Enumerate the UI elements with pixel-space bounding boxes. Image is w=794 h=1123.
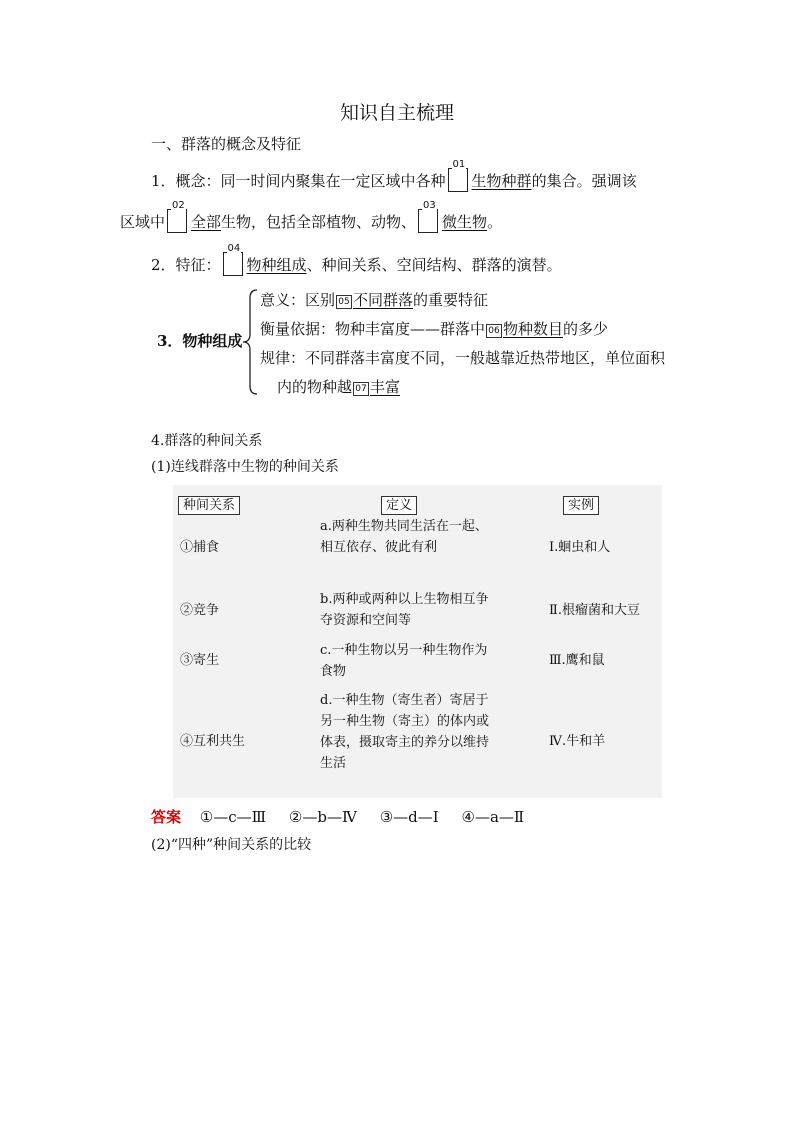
blank-box-03: 03 bbox=[418, 209, 438, 233]
table-row-relation: ①捕食 bbox=[180, 540, 220, 555]
concept-mid1: 的集合。强调该 bbox=[531, 172, 637, 190]
feature-rest: 、种间关系、空间结构、群落的演替。 bbox=[306, 256, 562, 274]
section4-sub1: (1)连线群落中生物的种间关系 bbox=[151, 459, 339, 475]
section4-sub2: (2)“四种”种间关系的比较 bbox=[151, 837, 312, 853]
composition-row-3: 规律：不同群落丰富度不同，一般越靠近热带地区，单位面积 bbox=[260, 349, 666, 367]
blank-box-01: 01 bbox=[448, 168, 468, 192]
table-header-definition: 定义 bbox=[381, 496, 417, 515]
composition-label: 3．物种组成 bbox=[157, 332, 243, 350]
table-row-example: Ⅰ.蛔虫和人 bbox=[549, 540, 611, 555]
blank-box-02: 02 bbox=[167, 209, 187, 233]
answer-01: 生物种群 bbox=[471, 172, 532, 190]
concept-end: 。 bbox=[487, 213, 503, 231]
composition-row-2: 衡量依据：物种丰富度——群落中 06 物种数目的多少 bbox=[260, 320, 609, 338]
answer-06: 物种数目 bbox=[503, 320, 564, 338]
concept-prefix: 1．概念：同一时间内聚集在一定区域中各种 bbox=[151, 172, 446, 190]
answer-03: 微生物 bbox=[442, 213, 488, 231]
table-row-example: Ⅲ.鹰和鼠 bbox=[549, 653, 605, 668]
num-box-07: 07 bbox=[353, 382, 369, 396]
num-box-06: 06 bbox=[486, 324, 502, 338]
answer-item: ④—a—Ⅱ bbox=[461, 808, 525, 826]
answer-item: ②—b—Ⅳ bbox=[288, 808, 357, 826]
table-row-relation: ②竞争 bbox=[180, 603, 220, 618]
table-row-example: Ⅱ.根瘤菌和大豆 bbox=[549, 603, 640, 618]
answer-line bbox=[151, 806, 524, 827]
answer-02: 全部 bbox=[191, 213, 222, 231]
table-row-relation: ④互利共生 bbox=[180, 734, 246, 749]
relation-table bbox=[173, 485, 662, 798]
answer-item: ①—c—Ⅲ bbox=[199, 808, 267, 826]
section4-heading: 4.群落的种间关系 bbox=[151, 433, 263, 449]
table-row-definition: d.一种生物（寄生者）寄居于另一种生物（寄主）的体内或体表，摄取寄主的养分以维持生活 bbox=[320, 693, 490, 771]
concept-line-1 bbox=[151, 159, 637, 192]
table-header-relation: 种间关系 bbox=[178, 496, 240, 515]
composition-row-1: 意义：区别 05 不同群落的重要特征 bbox=[260, 291, 489, 309]
concept-mid2: 生物，包括全部植物、动物、 bbox=[221, 213, 417, 231]
answer-label: 答案 bbox=[151, 808, 182, 826]
table-header-example: 实例 bbox=[563, 496, 599, 515]
table-row-definition: b.两种或两种以上生物相互争夺资源和空间等 bbox=[320, 592, 489, 628]
table-row-definition: c.一种生物以另一种生物作为食物 bbox=[320, 643, 488, 679]
answer-05: 不同群落 bbox=[353, 291, 414, 309]
table-row-definition: a.两种生物共同生活在一起、相互依存、彼此有利 bbox=[320, 519, 488, 555]
feature-line bbox=[151, 243, 562, 276]
answer-item: ③—d—Ⅰ bbox=[379, 808, 439, 826]
num-box-05: 05 bbox=[336, 295, 352, 309]
answer-04: 物种组成 bbox=[246, 256, 307, 274]
feature-prefix: 2．特征： bbox=[151, 256, 221, 274]
concept-line2-prefix: 区域中 bbox=[120, 213, 166, 231]
section-heading: 一、群落的概念及特征 bbox=[151, 135, 302, 153]
blank-box-04: 04 bbox=[223, 252, 243, 276]
concept-line-2 bbox=[120, 200, 503, 233]
page-title: 知识自主梳理 bbox=[339, 102, 454, 124]
brace-icon bbox=[240, 288, 260, 400]
composition-row-4: 内的物种越 07 丰富 bbox=[277, 378, 401, 396]
table-row-example: Ⅳ.牛和羊 bbox=[549, 734, 606, 749]
answer-07: 丰富 bbox=[370, 378, 401, 396]
table-row-relation: ③寄生 bbox=[180, 653, 220, 668]
